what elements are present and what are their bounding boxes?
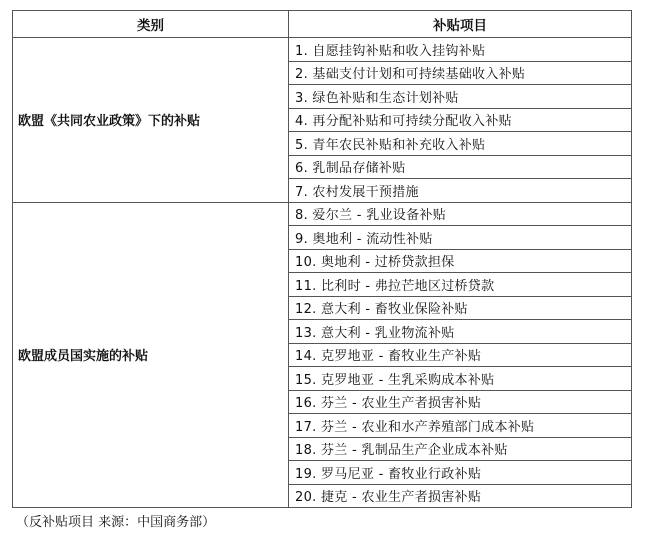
footnote-source: （反补贴项目 来源：中国商务部） [16, 515, 216, 530]
subsidy-item-cell: 13. 意大利 - 乳业物流补贴 [289, 320, 632, 344]
header-category: 类别 [13, 11, 289, 38]
table-body [13, 38, 632, 508]
subsidy-item-cell: 9. 奥地利 - 流动性补贴 [289, 226, 632, 250]
header-subsidy-items: 补贴项目 [289, 11, 632, 38]
subsidy-item-cell: 17. 芬兰 - 农业和水产养殖部门成本补贴 [289, 414, 632, 438]
subsidy-item-cell: 16. 芬兰 - 农业生产者损害补贴 [289, 390, 632, 414]
subsidy-item-cell: 18. 芬兰 - 乳制品生产企业成本补贴 [289, 437, 632, 461]
subsidy-item-cell: 10. 奥地利 - 过桥贷款担保 [289, 249, 632, 273]
subsidy-item-cell: 12. 意大利 - 畜牧业保险补贴 [289, 296, 632, 320]
subsidy-item-cell: 6. 乳制品存储补贴 [289, 155, 632, 179]
category-cell: 欧盟成员国实施的补贴 [13, 202, 289, 508]
table-row [13, 38, 632, 62]
table-header-row [13, 11, 632, 38]
subsidy-item-cell: 7. 农村发展干预措施 [289, 179, 632, 203]
subsidy-item-cell: 14. 克罗地亚 - 畜牧业生产补贴 [289, 343, 632, 367]
subsidy-item-cell: 4. 再分配补贴和可持续分配收入补贴 [289, 108, 632, 132]
subsidy-item-cell: 5. 青年农民补贴和补充收入补贴 [289, 132, 632, 156]
category-cell: 欧盟《共同农业政策》下的补贴 [13, 38, 289, 203]
subsidy-item-cell: 2. 基础支付计划和可持续基础收入补贴 [289, 61, 632, 85]
subsidy-item-cell: 1. 自愿挂钩补贴和收入挂钩补贴 [289, 38, 632, 62]
subsidy-table [12, 10, 632, 508]
subsidy-item-cell: 3. 绿色补贴和生态计划补贴 [289, 85, 632, 109]
subsidy-item-cell: 8. 爱尔兰 - 乳业设备补贴 [289, 202, 632, 226]
table-row [13, 202, 632, 226]
subsidy-item-cell: 11. 比利时 - 弗拉芒地区过桥贷款 [289, 273, 632, 297]
subsidy-item-cell: 15. 克罗地亚 - 生乳采购成本补贴 [289, 367, 632, 391]
subsidy-item-cell: 20. 捷克 - 农业生产者损害补贴 [289, 484, 632, 508]
subsidy-item-cell: 19. 罗马尼亚 - 畜牧业行政补贴 [289, 461, 632, 485]
